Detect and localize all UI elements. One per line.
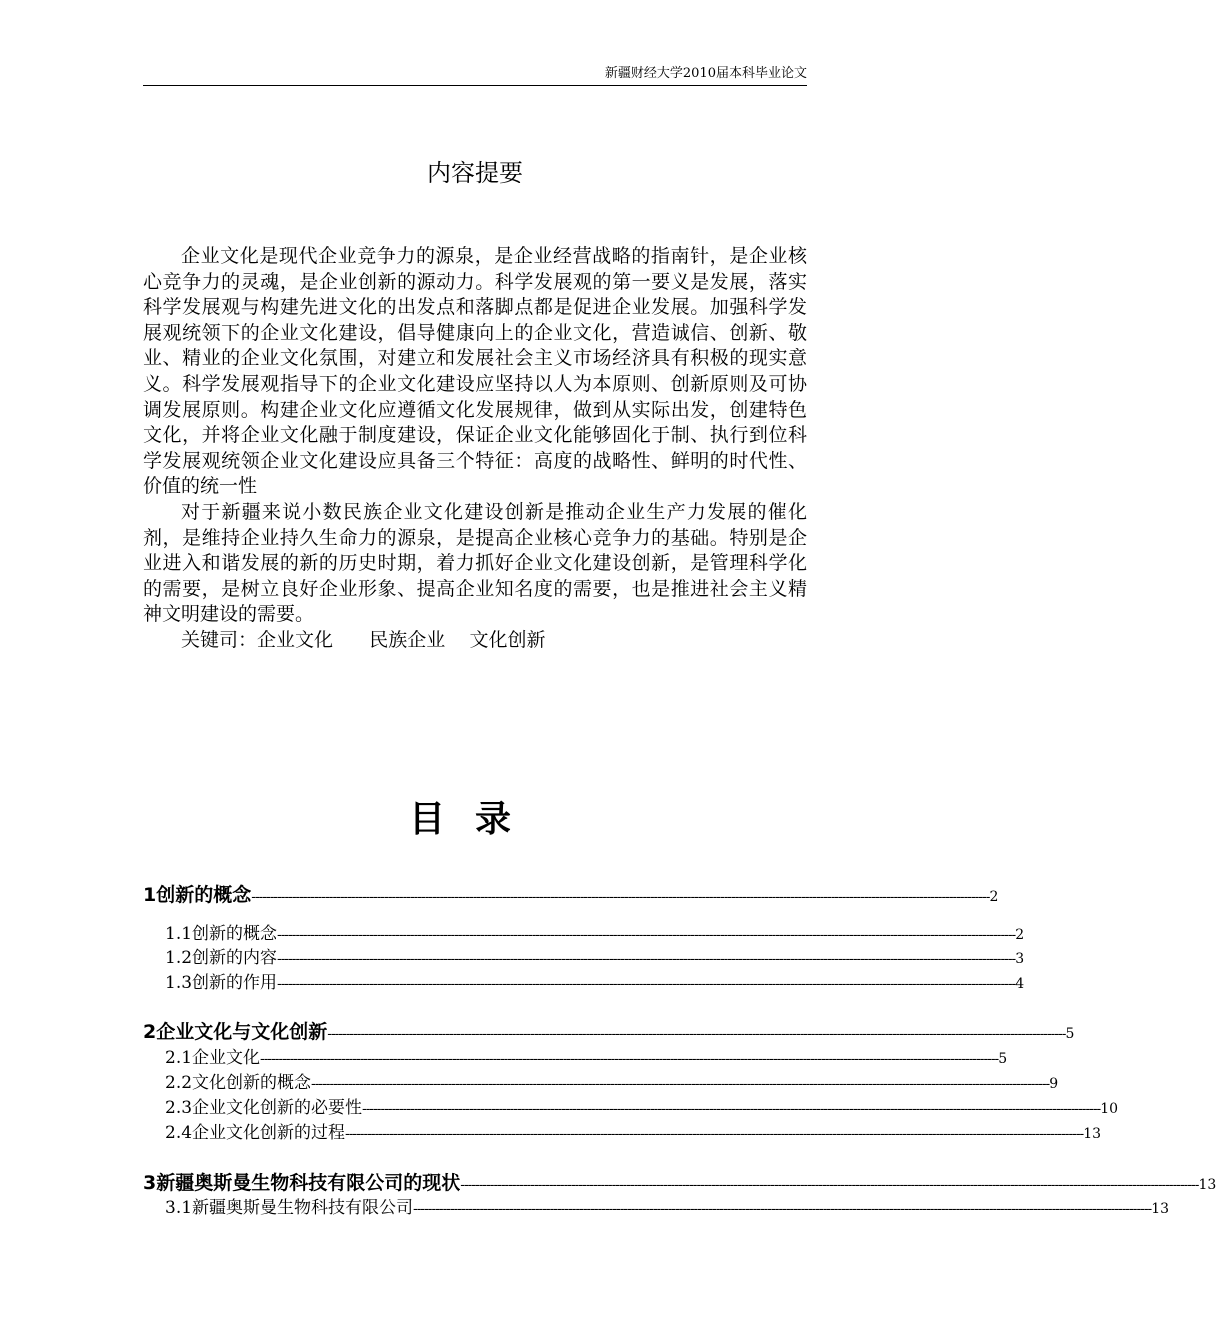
toc-leader: -------------------------------------------------------------------------------------------------------------------------------------------------------------------------------------------------------- xyxy=(277,977,1016,992)
toc-leader: -------------------------------------------------------------------------------------------------------------------------------------------------------------------------------------------------------- xyxy=(277,928,1016,943)
toc-entry-title: 创新的概念 xyxy=(192,924,278,944)
keyword: 民族企业 xyxy=(369,628,446,651)
toc-entry-number: 1.2 xyxy=(165,948,193,968)
toc-entry[interactable] xyxy=(165,1047,1008,1071)
toc-leader: -------------------------------------------------------------------------------------------------------------------------------------------------------------------------------------------------------- xyxy=(311,1077,1050,1092)
toc-entry-number: 2 xyxy=(143,1021,157,1043)
toc-entry-page: 5 xyxy=(998,1051,1008,1067)
toc-entry-title: 创新的概念 xyxy=(156,884,252,906)
toc-entry-page: 5 xyxy=(1065,1026,1075,1042)
toc-entry-number: 1.3 xyxy=(165,973,193,993)
keywords-label: 关键司： xyxy=(181,628,258,651)
toc-entry-title: 企业文化 xyxy=(192,1048,261,1068)
toc-leader: -------------------------------------------------------------------------------------------------------------------------------------------------------------------------------------------------------- xyxy=(460,1178,1199,1193)
toc-leader: -------------------------------------------------------------------------------------------------------------------------------------------------------------------------------------------------------- xyxy=(362,1102,1101,1117)
abstract-paragraph: 对于新疆来说小数民族企业文化建设创新是推动企业生产力发展的催化剂，是维持企业持久生命力的源泉，是提高企业核心竞争力的基础。特别是企业进入和谐发展的新的历史时期，着力抓好企业文化建设创新，是管理科学化的需要，是树立良好企业形象、提高企业知名度的需要，也是推进社会主义精神文明建设的需要。 xyxy=(143,500,807,626)
toc-entry[interactable] xyxy=(143,1021,1075,1046)
toc-entry-title: 企业文化与文化创新 xyxy=(156,1021,328,1043)
toc-entry[interactable] xyxy=(165,972,1025,996)
toc-entry-page: 4 xyxy=(1015,976,1025,992)
toc-entry-number: 3 xyxy=(143,1172,157,1194)
keywords-line xyxy=(143,628,807,654)
toc-entry-number: 1.1 xyxy=(165,924,193,944)
toc-entry-page: 13 xyxy=(1083,1126,1102,1142)
running-header: 新疆财经大学2010届本科毕业论文 xyxy=(604,66,807,81)
toc-entry[interactable] xyxy=(165,1097,1119,1121)
toc-leader: -------------------------------------------------------------------------------------------------------------------------------------------------------------------------------------------------------- xyxy=(327,1027,1066,1042)
toc-leader: -------------------------------------------------------------------------------------------------------------------------------------------------------------------------------------------------------- xyxy=(260,1052,999,1067)
toc-entry-number: 2.3 xyxy=(165,1098,193,1118)
toc-entry[interactable] xyxy=(165,947,1025,971)
toc-entry-number: 2.4 xyxy=(165,1123,193,1143)
toc-entry[interactable] xyxy=(165,1122,1102,1146)
toc-entry-title: 新疆奥斯曼生物科技有限公司 xyxy=(192,1198,414,1218)
toc-leader: -------------------------------------------------------------------------------------------------------------------------------------------------------------------------------------------------------- xyxy=(251,890,990,905)
toc-entry-number: 3.1 xyxy=(165,1198,193,1218)
keyword: 文化创新 xyxy=(469,628,546,651)
toc-leader: -------------------------------------------------------------------------------------------------------------------------------------------------------------------------------------------------------- xyxy=(277,952,1016,967)
toc-entry-page: 13 xyxy=(1198,1177,1216,1193)
abstract-paragraph: 企业文化是现代企业竞争力的源泉，是企业经营战略的指南针，是企业核心竞争力的灵魂，是企业创新的源动力。科学发展观的第一要义是发展，落实科学发展观与构建先进文化的出发点和落脚点都是促进企业发展。加强科学发展观统领下的企业文化建设，倡导健康向上的企业文化，营造诚信、创新、敬业、精业的企业文化氛围，对建立和发展社会主义市场经济具有积极的现实意义。科学发展观指导下的企业文化建设应坚持以人为本原则、创新原则及可协调发展原则。构建企业文化应遵循文化发展规律，做到从实际出发，创建特色文化，并将企业文化融于制度建设，保证企业文化能够固化于制、执行到位科学发展观统领企业文化建设应具备三个特征：高度的战略性、鲜明的时代性、价值的统一性 xyxy=(143,245,807,498)
toc-entry-page: 9 xyxy=(1049,1076,1059,1092)
header-rule xyxy=(143,85,807,86)
keyword: 企业文化 xyxy=(257,628,334,651)
toc-entry[interactable] xyxy=(165,1072,1059,1096)
toc-entry-number: 2.1 xyxy=(165,1048,193,1068)
toc-entry-title: 新疆奥斯曼生物科技有限公司的现状 xyxy=(156,1172,461,1194)
toc-entry[interactable] xyxy=(143,1172,1216,1197)
toc-entry-page: 2 xyxy=(989,889,999,905)
toc-leader: -------------------------------------------------------------------------------------------------------------------------------------------------------------------------------------------------------- xyxy=(345,1127,1084,1142)
abstract-body xyxy=(143,244,807,654)
toc-entry[interactable] xyxy=(143,884,999,909)
toc-entry-number: 2.2 xyxy=(165,1073,193,1093)
toc-leader: -------------------------------------------------------------------------------------------------------------------------------------------------------------------------------------------------------- xyxy=(413,1202,1152,1217)
toc-entry-title: 文化创新的概念 xyxy=(192,1073,312,1093)
toc-entry-page: 10 xyxy=(1100,1101,1119,1117)
toc-entry-page: 2 xyxy=(1015,927,1025,943)
toc-entry-title: 企业文化创新的过程 xyxy=(192,1123,346,1143)
toc-entry-title: 企业文化创新的必要性 xyxy=(192,1098,363,1118)
toc-entry-title: 创新的作用 xyxy=(192,973,278,993)
abstract-title: 内容提要 xyxy=(427,159,523,187)
toc-entry-title: 创新的内容 xyxy=(192,948,278,968)
toc-entry[interactable] xyxy=(165,1197,1170,1221)
toc-entry-number: 1 xyxy=(143,884,157,906)
toc-entry-page: 3 xyxy=(1015,951,1025,967)
toc-entry[interactable] xyxy=(165,923,1025,947)
toc-entry-page: 13 xyxy=(1151,1201,1170,1217)
toc-title: 目录 xyxy=(408,799,541,840)
